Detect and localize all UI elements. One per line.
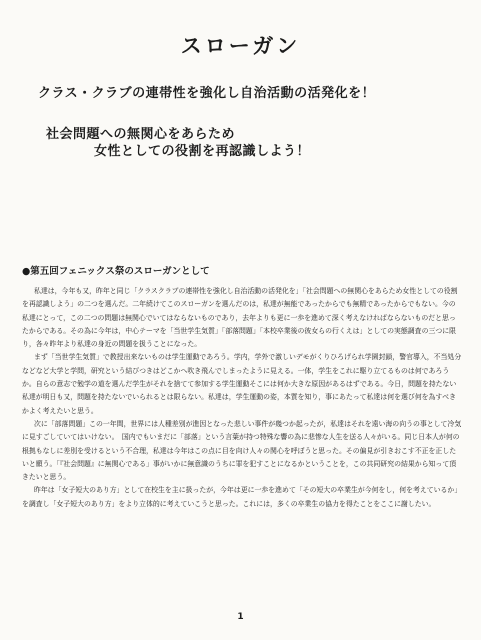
body-paragraph: 私達は，今年も又，昨年と同じ「クラスクラブの連帯性を強化し自治活動の活発化を」「社会問題への無関心をあらため女性としての役割を再認識しよう」の二つを選んだ。二年続けてこのスローガンを選んだのは，私達が無能であったからでも無精であったからでもない。今の私達にとって，この二つの問題は無関心でいてはならないものであり，去年よりも更に一歩を進めて深く考えなければならないものだと思ったからである。その為に今年は，中心テーマを「当世学生気質」「部落問題」「本校卒業後の彼女らの行くえは」としての実態調査の三つに限り，各々昨年より私達の身近の問題を扱うことになった。 [22, 287, 458, 349]
page-number: 1 [237, 612, 244, 622]
body-paragraph: 昨年は「女子短大のあり方」として在校生を主に扱ったが，今年は更に一歩を進めて「その短大の卒業生が今何をし，何を考えているか」を調査し「女子短大のあり方」をより立体的に考えていこうと思った。これには，多くの卒業生の協力を得たことをここに謝したい。 [22, 486, 462, 508]
body-text [22, 285, 462, 511]
page-title: スローガン [180, 34, 301, 58]
body-paragraph: 次に「部落問題」この一年間，世界には人種差別が進因となった悲しい事件が幾つか起ったが，私達はそれを遠い海の向うの事として冷気に見すごしていてはいけない。 国内でもいまだに「部落」という言葉が持つ特殊な響の為に悲惨な人生を送る人々がいる。同じ日本人が何の根拠もなしに差別を受けるという不合理，私達は今年はこの点に目を向け人々の関心を呼ぼうと思った。その偏見が引きおこす不正を正したいと願う。「『社会問題』に無関心である」事がいかに無意識のうちに罪を犯すことになるかということを，この共同研究の結果から知って頂きたいと思う。 [22, 419, 462, 482]
slogan-line-2: 社会問題への無関心をあらため [46, 127, 236, 142]
body-paragraph: まず「当世学生気質」で教授出来ないものは学生運動であろう。学内，学外で激しいデモがくりひろげられ学園封鎖，警官導入，不当処分などなど大学と学問，研究という結びつきはどこかへ吹き飛んでしまったように見える。一体，学生をこれに駆り立てるものは何であろうか。自らの意志で勉学の道を選んだ学生がそれを捨てて参加する学生運動そこには何か大きな原因があるはずである。今日，問題を持たない私達が明日も又，問題を持たないでいられるとは限らない。私達は，学生運動の姿，本質を知り，事にあたって私達は何を選び何を為すべきかよく考えたいと思う。 [22, 353, 462, 415]
slogan-line-3: 女性としての役割を再認識しよう！ [94, 144, 311, 159]
slogan-line-1: クラス・クラブの連帯性を強化し自治活動の活発化を！ [38, 86, 376, 101]
section-heading: ●第五回フェニックス祭のスローガンとして [22, 266, 210, 277]
